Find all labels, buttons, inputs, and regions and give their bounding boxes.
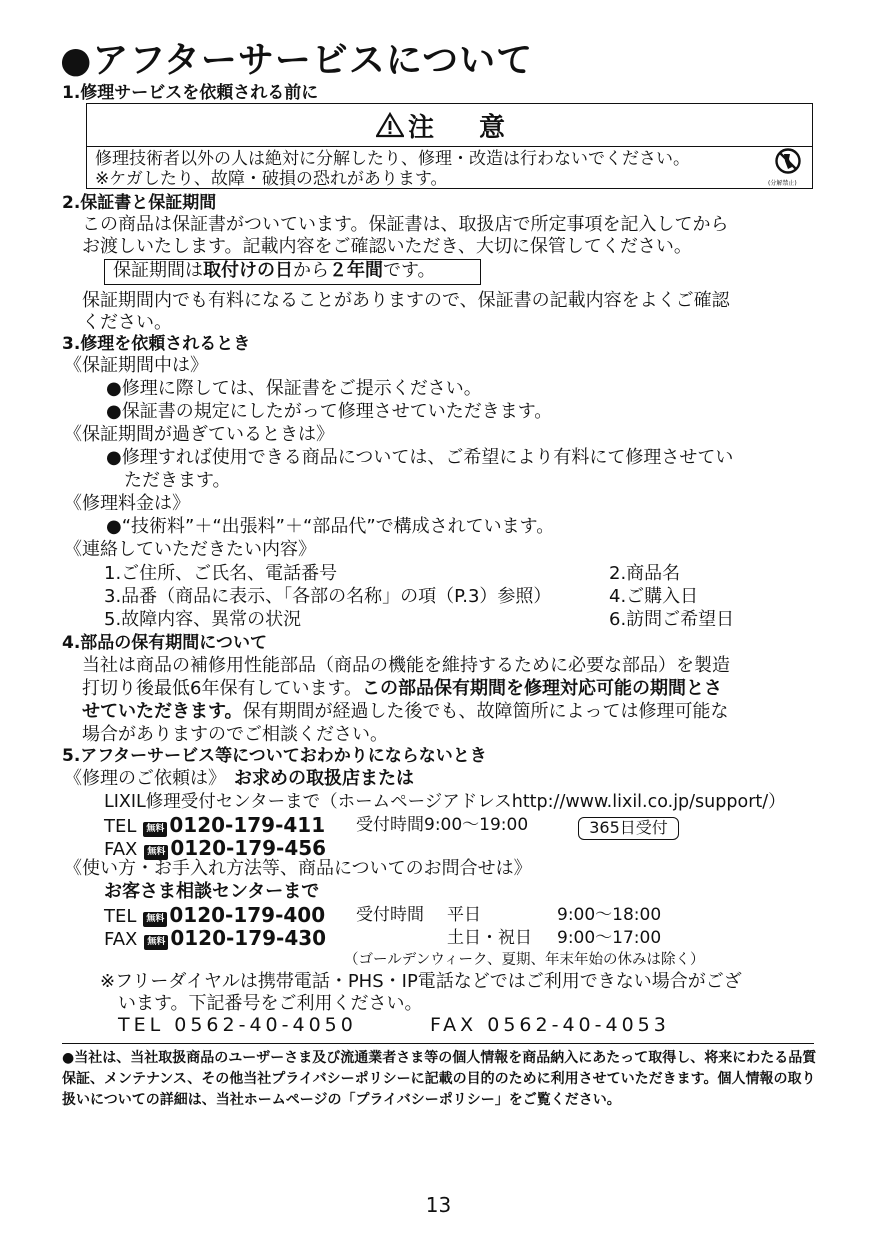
bullet-4: ●“技術料”＋“出張料”＋“部品代”で構成されています。: [106, 516, 555, 537]
parts-text-4: 場合がありますのでご相談ください。: [82, 724, 388, 745]
alt-tel: TEL 0562-40-4050: [118, 1014, 357, 1036]
free-dial-note-1: ※フリーダイヤルは携帯電話・PHS・IP電話などではご利用できない場合がござ: [100, 971, 742, 992]
repair-fax-label: FAX: [104, 839, 138, 860]
page-number: 13: [425, 1193, 452, 1217]
contact-item-4: 4.ご購入日: [609, 586, 699, 607]
caution-box: [86, 103, 813, 189]
bullet-3a: ●修理すれば使用できる商品については、ご希望により有料にて修理させてい: [106, 447, 734, 468]
parts-text-1: 当社は商品の補修用性能部品（商品の機能を維持するために必要な部品）を製造: [82, 655, 730, 676]
warning-triangle-icon: [376, 112, 404, 138]
section-3-heading: 3.修理を依頼されるとき: [62, 334, 251, 354]
repair-tel-number: 0120-179-411: [169, 813, 326, 837]
alt-fax: FAX 0562-40-4053: [430, 1014, 670, 1036]
weekend-label: 土日・祝日: [447, 928, 532, 948]
section-1-heading: 1.修理サービスを依頼される前に: [62, 83, 319, 103]
free-dial-icon: 無料: [143, 912, 167, 927]
bullet-2: ●保証書の規定にしたがって修理させていただきます。: [106, 401, 553, 422]
repair-request: [64, 768, 414, 790]
caution-header: [87, 104, 812, 147]
consult-center: お客さま相談センターまで: [104, 881, 320, 902]
free-dial-icon: 無料: [144, 845, 168, 860]
weekend-hours: 9:00～17:00: [557, 928, 662, 948]
warranty-text-3: 保証期間内でも有料になることがありますので、保証書の記載内容をよくご確認: [82, 290, 730, 311]
sub-contact-info: 《連絡していただきたい内容》: [64, 539, 316, 560]
consult-fax-label: FAX: [104, 929, 138, 950]
divider: [62, 1043, 814, 1044]
consult-hours-label: 受付時間: [356, 905, 424, 925]
warranty-text-4: ください。: [82, 312, 172, 333]
usage-inquiry-label: 《使い方・お手入れ方法等、商品についてのお問合せは》: [64, 858, 532, 879]
page-title: ●アフターサービスについて: [60, 40, 534, 81]
warranty-text-1: この商品は保証書がついています。保証書は、取扱店で所定事項を記入してから: [82, 214, 729, 235]
contact-item-2: 2.商品名: [609, 563, 681, 584]
free-dial-note-2: います。下記番号をご利用ください。: [118, 993, 423, 1014]
repair-hours: 受付時間9:00～19:00: [356, 815, 529, 835]
holiday-note: （ゴールデンウィーク、夏期、年末年始の休みは除く）: [344, 952, 705, 968]
repair-request-label: 《修理のご依頼は》: [64, 768, 226, 789]
sub-warranty-period: 《保証期間中は》: [64, 355, 208, 376]
free-dial-icon: 無料: [144, 935, 168, 950]
365-day-badge: 365日受付: [578, 817, 679, 840]
parts-text-2b: この部品保有期間を修理対応可能の期間とさ: [362, 678, 723, 699]
free-dial-icon: 無料: [143, 822, 167, 837]
parts-text-3a: せていただきます。: [82, 701, 243, 722]
sub-repair-fee: 《修理料金は》: [64, 493, 190, 514]
sub-after-warranty: 《保証期間が過ぎているときは》: [64, 424, 334, 445]
warranty-box-b: 取付けの日: [203, 260, 293, 281]
consult-tel-number: 0120-179-400: [169, 903, 326, 927]
warranty-box-c: から: [293, 260, 329, 281]
bullet-1: ●修理に際しては、保証書をご提示ください。: [106, 378, 482, 399]
repair-request-bold: お求めの取扱店または: [234, 768, 414, 789]
repair-center: LIXIL修理受付センターまで（ホームページアドレスhttp://www.lixil.co.jp/support/）: [104, 792, 786, 812]
consult-tel-label: TEL: [104, 906, 137, 927]
warranty-box-e: です。: [383, 260, 436, 281]
warranty-box-a: 保証期間は: [113, 260, 203, 281]
parts-text-2: [82, 678, 722, 700]
contact-item-1: 1.ご住所、ご氏名、電話番号: [104, 563, 338, 584]
weekday-hours: 9:00～18:00: [557, 905, 662, 925]
contact-item-3: 3.品番（商品に表示、「各部の名称」の項（P.3）参照）: [104, 586, 552, 607]
section-2-heading: 2.保証書と保証期間: [62, 193, 217, 213]
consult-fax: [104, 926, 326, 952]
no-disassembly-label: (分解禁止): [768, 180, 797, 187]
repair-tel-label: TEL: [104, 816, 137, 837]
contact-item-6: 6.訪問ご希望日: [609, 609, 735, 630]
caution-text-1: 修理技術者以外の人は絶対に分解したり、修理・改造は行わないでください。: [95, 149, 690, 169]
warranty-box-d: ２年間: [329, 260, 383, 281]
bullet-3b: ただきます。: [124, 470, 231, 491]
contact-item-5: 5.故障内容、異常の状況: [104, 609, 302, 630]
no-disassembly-icon: [771, 148, 805, 176]
parts-text-3: [82, 701, 729, 723]
warranty-period-box: [104, 259, 481, 285]
weekday-label: 平日: [447, 905, 481, 925]
parts-text-3b: 保有期間が経過した後でも、故障箇所によっては修理可能な: [242, 701, 729, 722]
consult-fax-number: 0120-179-430: [170, 926, 327, 950]
caution-text-2: ※ケガしたり、故障・破損の恐れがあります。: [95, 169, 448, 189]
privacy-notice: ●当社は、当社取扱商品のユーザーさま及び流通業者さま等の個人情報を商品納入にあたって取得し、将来にわたる品質保証、メンテナンス、その他当社プライバシーポリシーに記載の目的のために利用させていただきます。個人情報の取り扱いについての詳細は、当社ホームページの「プライバシーポリシー」をご覧ください。: [62, 1050, 817, 1108]
parts-text-2a: 打切り後最低6年保有しています。: [82, 678, 363, 699]
caution-title: 注 意: [407, 112, 524, 143]
warranty-text-2: お渡しいたします。記載内容をご確認いただき、大切に保管してください。: [82, 236, 692, 257]
section-5-heading: 5.アフターサービス等についておわかりにならないとき: [62, 746, 487, 766]
repair-fax-number: 0120-179-456: [170, 836, 327, 860]
section-4-heading: 4.部品の保有期間について: [62, 633, 267, 653]
